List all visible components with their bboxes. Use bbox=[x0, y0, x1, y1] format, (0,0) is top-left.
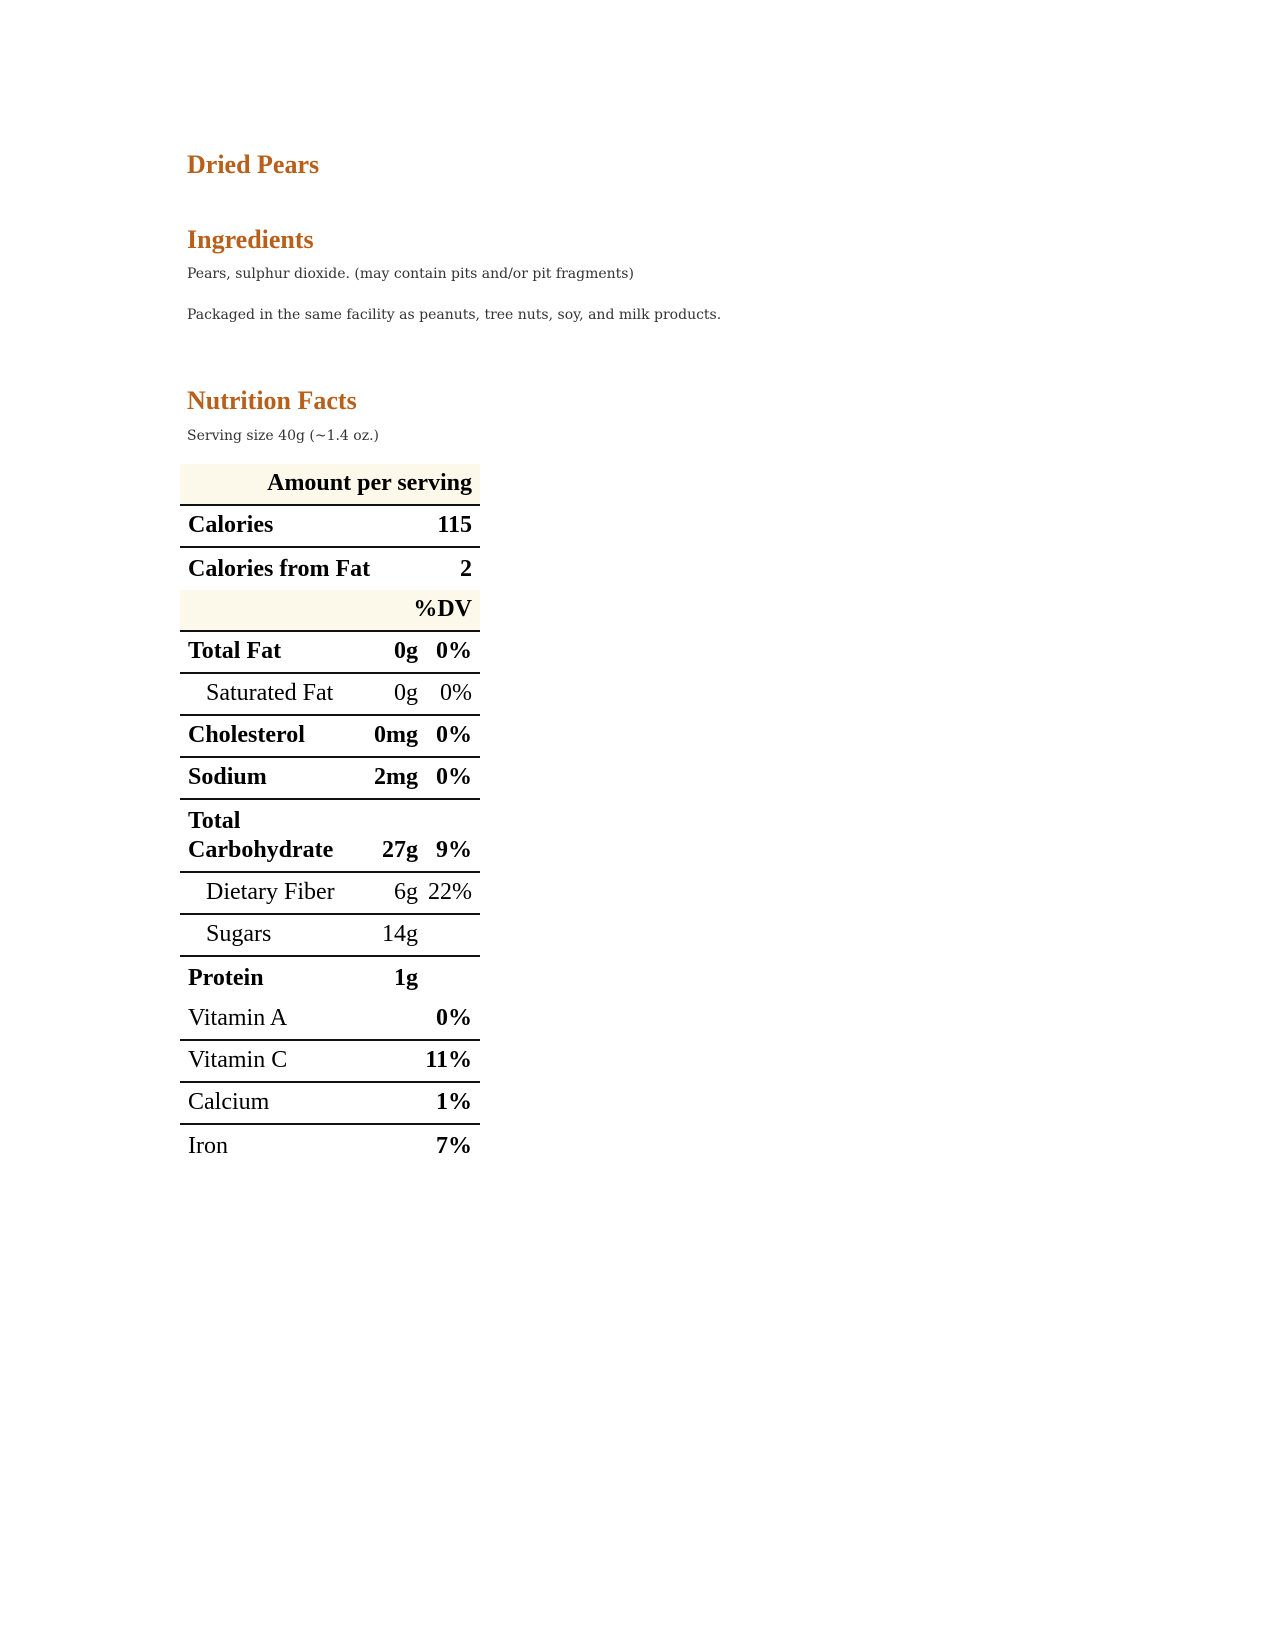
vitamin-label: Iron bbox=[188, 1133, 228, 1159]
calories-label: Calories bbox=[188, 512, 274, 538]
vitamin-row bbox=[180, 1083, 480, 1125]
vitamin-row bbox=[180, 999, 480, 1041]
calories-from-fat-row bbox=[180, 548, 480, 590]
nutrient-dv: 0% bbox=[436, 638, 472, 664]
nutrient-dv: 0% bbox=[440, 680, 472, 706]
nutrient-amount: 0g bbox=[394, 680, 418, 706]
nutrient-row bbox=[180, 957, 480, 999]
dv-header-label: %DV bbox=[413, 596, 472, 622]
vitamin-row bbox=[180, 1125, 480, 1167]
calories-from-fat-label: Calories from Fat bbox=[188, 556, 371, 582]
nutrient-amount: 27g bbox=[382, 837, 418, 863]
nutrient-dv: 0% bbox=[436, 722, 472, 748]
vitamin-label: Vitamin C bbox=[188, 1047, 288, 1073]
nutrient-label: Dietary Fiber bbox=[206, 879, 335, 905]
ingredients-heading: Ingredients bbox=[187, 225, 314, 254]
nutrient-label: Saturated Fat bbox=[206, 680, 334, 706]
vitamin-label: Vitamin A bbox=[188, 1005, 288, 1031]
calories-from-fat-value: 2 bbox=[460, 556, 472, 582]
vitamin-dv: 1% bbox=[436, 1089, 472, 1115]
nutrient-dv: 9% bbox=[436, 837, 472, 863]
allergen-note: Packaged in the same facility as peanuts, tree nuts, soy, and milk products. bbox=[187, 307, 722, 323]
nutrient-amount: 1g bbox=[394, 965, 418, 991]
amount-per-serving-label: Amount per serving bbox=[267, 470, 472, 496]
amount-header-row bbox=[180, 464, 480, 506]
nutrient-label: Cholesterol bbox=[188, 722, 305, 748]
serving-size: Serving size 40g (~1.4 oz.) bbox=[187, 428, 380, 444]
nutrient-amount: 0g bbox=[394, 638, 418, 664]
nutrient-amount: 14g bbox=[382, 921, 418, 947]
vitamin-dv: 7% bbox=[436, 1133, 472, 1159]
vitamin-label: Calcium bbox=[188, 1089, 270, 1115]
calories-value: 115 bbox=[437, 512, 472, 538]
nutrient-label: Protein bbox=[188, 965, 264, 991]
nutrient-label: Sugars bbox=[206, 921, 272, 947]
nutrient-row bbox=[180, 632, 480, 674]
nutrition-heading: Nutrition Facts bbox=[187, 386, 357, 415]
vitamin-dv: 0% bbox=[436, 1005, 472, 1031]
nutrient-row bbox=[180, 674, 480, 716]
nutrient-label: Total Fat bbox=[188, 638, 282, 664]
product-title: Dried Pears bbox=[187, 150, 320, 179]
nutrient-amount: 6g bbox=[394, 879, 418, 905]
dv-header-row bbox=[180, 590, 480, 632]
nutrient-dv: 22% bbox=[428, 879, 472, 905]
calories-row bbox=[180, 506, 480, 548]
vitamin-dv: 11% bbox=[425, 1047, 472, 1073]
nutrient-dv: 0% bbox=[436, 764, 472, 790]
nutrient-row bbox=[180, 873, 480, 915]
ingredients-list: Pears, sulphur dioxide. (may contain pits and/or pit fragments) bbox=[187, 266, 634, 282]
nutrient-label: Sodium bbox=[188, 764, 267, 790]
nutrient-row bbox=[180, 716, 480, 758]
nutrient-label: Total Carbohydrate bbox=[188, 808, 334, 863]
nutrient-amount: 2mg bbox=[374, 764, 418, 790]
nutrient-row bbox=[180, 758, 480, 800]
nutrition-facts-table bbox=[180, 464, 480, 1167]
vitamin-row bbox=[180, 1041, 480, 1083]
nutrient-amount: 0mg bbox=[374, 722, 418, 748]
nutrient-row bbox=[180, 800, 480, 873]
nutrient-row bbox=[180, 915, 480, 957]
